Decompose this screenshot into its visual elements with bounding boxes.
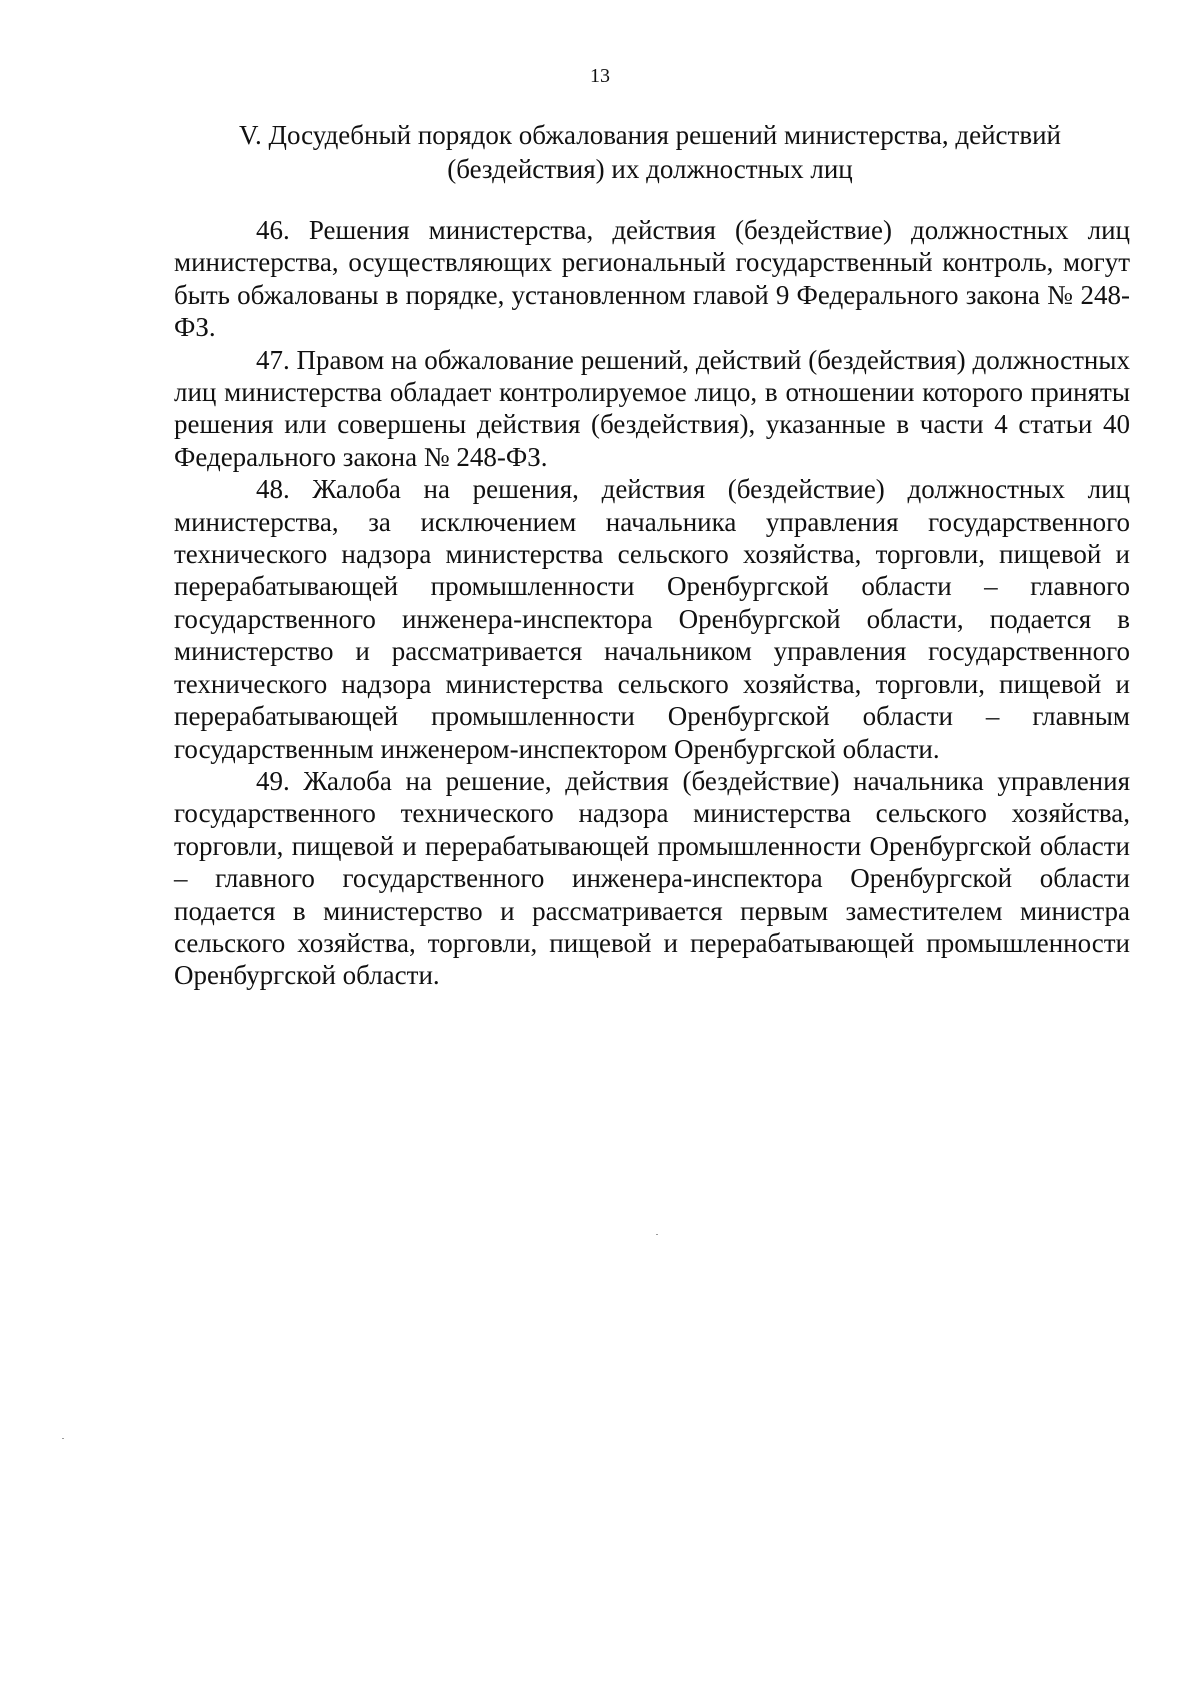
section-title (175, 118, 1125, 186)
section-title-line-1: V. Досудебный порядок обжалования решений министерства, действий (239, 120, 1061, 150)
paragraph-49: 49. Жалоба на решение, действия (бездействие) начальника управления государственного технического надзора министерства сельского хозяйства, торговли, пищевой и перерабатывающей промышленности Оренбургской области – главного государственного инженера-инспектора Оренбургской области подается в министерство и рассматривается первым заместителем министра сельского хозяйства, торговли, пищевой и перерабатывающей промышленности Оренбургской области. (174, 765, 1130, 991)
paragraph-48: 48. Жалоба на решения, действия (бездействие) должностных лиц министерства, за исключением начальника управления государственного технического надзора министерства сельского хозяйства, торговли, пищевой и перерабатывающей промышленности Оренбургской области – главного государственного инженера-инспектора Оренбургской области, подается в министерство и рассматривается начальником управления государственного технического надзора министерства сельского хозяйства, торговли, пищевой и перерабатывающей промышленности Оренбургской области – главным государственным инженером-инспектором Оренбургской области. (174, 474, 1130, 764)
section-body (174, 214, 1130, 992)
section-title-line-2: (бездействия) их должностных лиц (447, 154, 853, 184)
scan-speck (656, 1234, 658, 1235)
paragraph-46: 46. Решения министерства, действия (бездействие) должностных лиц министерства, осуществляющих региональный государственный контроль, могут быть обжалованы в порядке, установленном главой 9 Федерального закона № 248-ФЗ. (174, 215, 1130, 343)
scan-speck (62, 1438, 64, 1439)
paragraph-47: 47. Правом на обжалование решений, действий (бездействия) должностных лиц министерства обладает контролируемое лицо, в отношении которого приняты решения или совершены действия (бездействия), указанные в части 4 статьи 40 Федерального закона № 248-ФЗ. (174, 344, 1130, 472)
page-number: 13 (590, 65, 610, 87)
